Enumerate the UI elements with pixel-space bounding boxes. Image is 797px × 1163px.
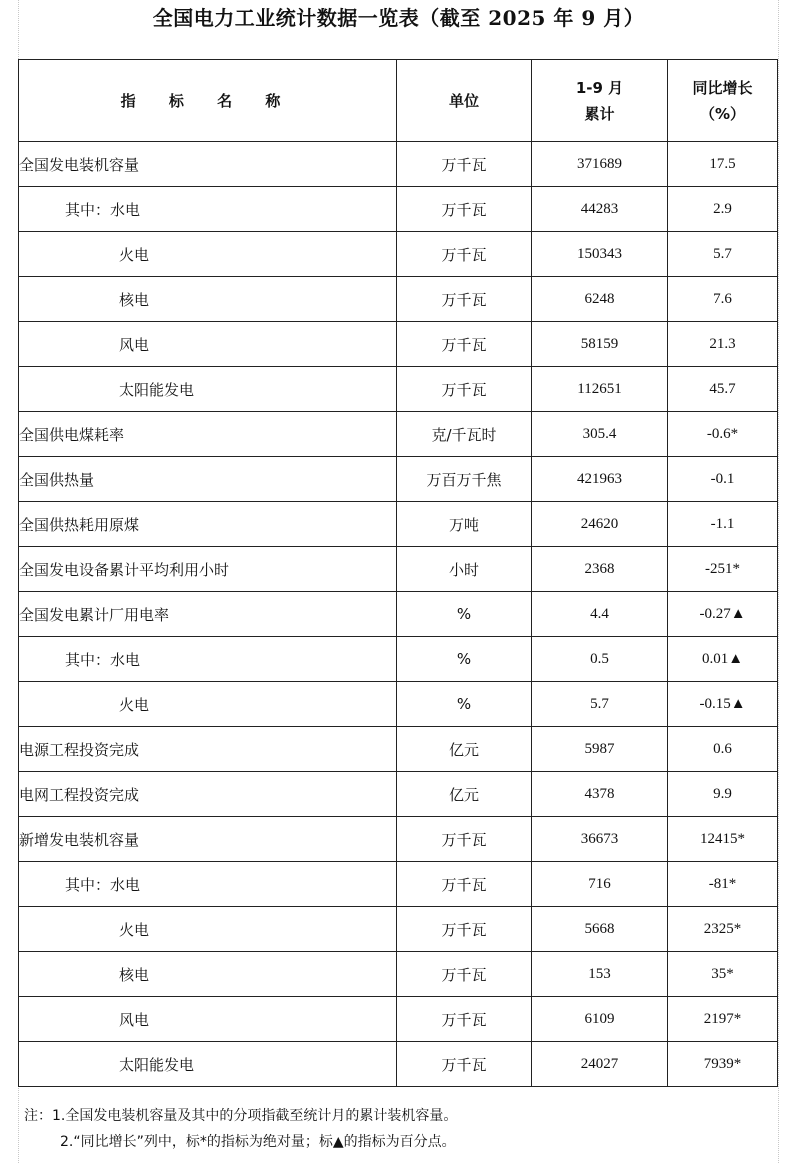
indicator-name-cell: 全国发电设备累计平均利用小时 (19, 547, 397, 592)
unit-cell: 万千瓦 (397, 187, 532, 232)
unit-cell: 亿元 (397, 727, 532, 772)
cumulative-value-cell: 5668 (532, 907, 668, 952)
yoy-growth-cell: 12415* (668, 817, 778, 862)
column-header-unit: 单位 (397, 60, 532, 142)
unit-cell: 万千瓦 (397, 1042, 532, 1087)
indicator-name-cell: 电源工程投资完成 (19, 727, 397, 772)
table-row (19, 862, 778, 907)
yoy-growth-cell: -0.15▲ (668, 682, 778, 727)
unit-cell: 万千瓦 (397, 862, 532, 907)
table-row (19, 232, 778, 277)
yoy-growth-cell: 7939* (668, 1042, 778, 1087)
indicator-name-cell: 火电 (19, 682, 397, 727)
table-row (19, 592, 778, 637)
yoy-growth-cell: -0.1 (668, 457, 778, 502)
table-row (19, 907, 778, 952)
table-header (19, 60, 778, 142)
footnote-1: 注：1.全国发电装机容量及其中的分项指截至统计月的累计装机容量。 (24, 1108, 458, 1124)
table-row (19, 457, 778, 502)
column-header-yoy-line2: （%） (699, 104, 746, 123)
indicator-name-cell: 新增发电装机容量 (19, 817, 397, 862)
yoy-growth-cell: 2197* (668, 997, 778, 1042)
indicator-name-cell: 其中：水电 (19, 637, 397, 682)
yoy-growth-cell: -0.6* (668, 412, 778, 457)
indicator-name-cell: 太阳能发电 (19, 367, 397, 412)
table-row (19, 322, 778, 367)
column-header-value (532, 60, 668, 142)
table-row (19, 502, 778, 547)
table-row (19, 187, 778, 232)
indicator-name-cell: 其中：水电 (19, 862, 397, 907)
yoy-growth-cell: -251* (668, 547, 778, 592)
yoy-growth-cell: 2.9 (668, 187, 778, 232)
indicator-name-cell: 其中：水电 (19, 187, 397, 232)
yoy-growth-cell: 7.6 (668, 277, 778, 322)
table-body (19, 142, 778, 1087)
yoy-growth-cell: 2325* (668, 907, 778, 952)
unit-cell: 亿元 (397, 772, 532, 817)
cumulative-value-cell: 6109 (532, 997, 668, 1042)
yoy-growth-cell: 35* (668, 952, 778, 997)
cumulative-value-cell: 36673 (532, 817, 668, 862)
statistics-table (18, 59, 778, 1087)
unit-cell: 万千瓦 (397, 952, 532, 997)
table-row (19, 727, 778, 772)
yoy-growth-cell: 0.6 (668, 727, 778, 772)
cumulative-value-cell: 421963 (532, 457, 668, 502)
unit-cell: 万千瓦 (397, 142, 532, 187)
table-row (19, 547, 778, 592)
table-row (19, 277, 778, 322)
table-row (19, 817, 778, 862)
indicator-name-cell: 火电 (19, 232, 397, 277)
yoy-growth-cell: 0.01▲ (668, 637, 778, 682)
table-row (19, 412, 778, 457)
unit-cell: 万千瓦 (397, 322, 532, 367)
table-row (19, 772, 778, 817)
cumulative-value-cell: 716 (532, 862, 668, 907)
column-header-value-line1: 1-9 月 (575, 78, 624, 97)
unit-cell: 小时 (397, 547, 532, 592)
indicator-name-cell: 核电 (19, 277, 397, 322)
unit-cell: % (397, 637, 532, 682)
yoy-growth-cell: 5.7 (668, 232, 778, 277)
table-row (19, 637, 778, 682)
yoy-growth-cell: 17.5 (668, 142, 778, 187)
table-row (19, 682, 778, 727)
indicator-name-cell: 全国供热量 (19, 457, 397, 502)
cumulative-value-cell: 0.5 (532, 637, 668, 682)
unit-cell: 万千瓦 (397, 817, 532, 862)
indicator-name-cell: 火电 (19, 907, 397, 952)
indicator-name-cell: 全国发电装机容量 (19, 142, 397, 187)
cumulative-value-cell: 112651 (532, 367, 668, 412)
column-header-value-line2: 累计 (584, 104, 615, 123)
yoy-growth-cell: -0.27▲ (668, 592, 778, 637)
cumulative-value-cell: 4378 (532, 772, 668, 817)
indicator-name-cell: 风电 (19, 997, 397, 1042)
cumulative-value-cell: 371689 (532, 142, 668, 187)
table-row (19, 997, 778, 1042)
cumulative-value-cell: 5987 (532, 727, 668, 772)
column-header-name: 指 标 名 称 (19, 60, 397, 142)
yoy-growth-cell: 21.3 (668, 322, 778, 367)
yoy-growth-cell: 9.9 (668, 772, 778, 817)
cumulative-value-cell: 305.4 (532, 412, 668, 457)
table-row (19, 1042, 778, 1087)
indicator-name-cell: 全国发电累计厂用电率 (19, 592, 397, 637)
unit-cell: 万吨 (397, 502, 532, 547)
unit-cell: 克/千瓦时 (397, 412, 532, 457)
cumulative-value-cell: 58159 (532, 322, 668, 367)
indicator-name-cell: 全国供电煤耗率 (19, 412, 397, 457)
cumulative-value-cell: 5.7 (532, 682, 668, 727)
cumulative-value-cell: 4.4 (532, 592, 668, 637)
page-border-right (778, 0, 779, 1163)
table-row (19, 142, 778, 187)
unit-cell: % (397, 682, 532, 727)
cumulative-value-cell: 150343 (532, 232, 668, 277)
table-row (19, 367, 778, 412)
yoy-growth-cell: -81* (668, 862, 778, 907)
header-row (19, 60, 778, 142)
indicator-name-cell: 全国供热耗用原煤 (19, 502, 397, 547)
unit-cell: 万千瓦 (397, 997, 532, 1042)
indicator-name-cell: 太阳能发电 (19, 1042, 397, 1087)
cumulative-value-cell: 2368 (532, 547, 668, 592)
cumulative-value-cell: 44283 (532, 187, 668, 232)
footnotes (24, 1103, 784, 1155)
footnote-2: 2.“同比增长”列中，标*的指标为绝对量；标▲的指标为百分点。 (60, 1134, 456, 1150)
cumulative-value-cell: 6248 (532, 277, 668, 322)
cumulative-value-cell: 24620 (532, 502, 668, 547)
yoy-growth-cell: 45.7 (668, 367, 778, 412)
indicator-name-cell: 核电 (19, 952, 397, 997)
indicator-name-cell: 电网工程投资完成 (19, 772, 397, 817)
unit-cell: % (397, 592, 532, 637)
page-title: 全国电力工业统计数据一览表（截至 2025 年 9 月） (152, 6, 645, 30)
unit-cell: 万千瓦 (397, 232, 532, 277)
cumulative-value-cell: 153 (532, 952, 668, 997)
table-row (19, 952, 778, 997)
column-header-yoy-line1: 同比增长 (692, 78, 753, 97)
unit-cell: 万百万千焦 (397, 457, 532, 502)
cumulative-value-cell: 24027 (532, 1042, 668, 1087)
indicator-name-cell: 风电 (19, 322, 397, 367)
yoy-growth-cell: -1.1 (668, 502, 778, 547)
unit-cell: 万千瓦 (397, 277, 532, 322)
unit-cell: 万千瓦 (397, 367, 532, 412)
column-header-yoy (668, 60, 778, 142)
unit-cell: 万千瓦 (397, 907, 532, 952)
